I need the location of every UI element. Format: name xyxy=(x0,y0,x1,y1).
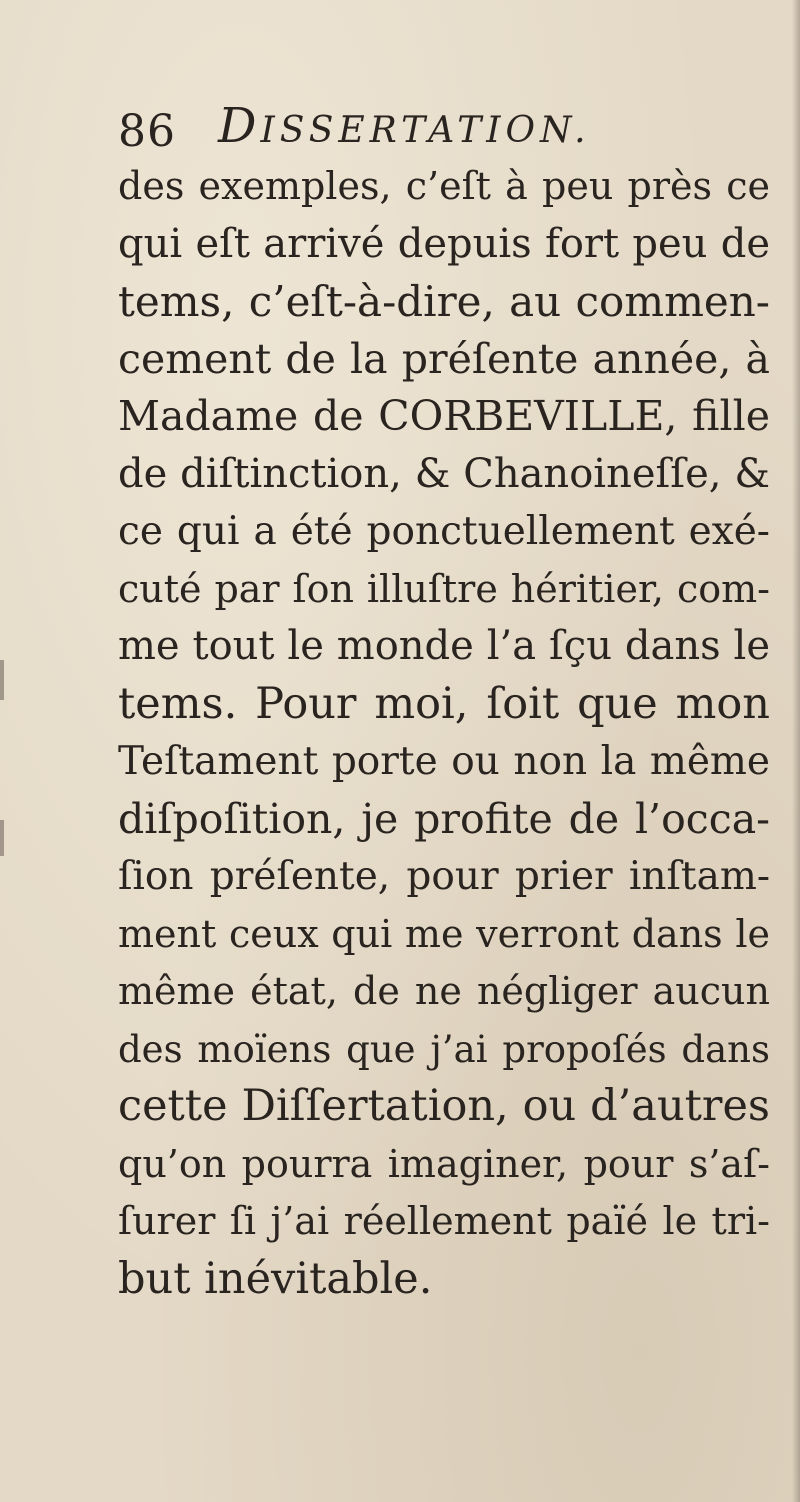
text-line: but inévitable. xyxy=(118,1253,433,1304)
text-line: des exemples, c’eſt à peu près ce xyxy=(118,164,770,208)
text-line: ce qui a été ponctuellement exé- xyxy=(118,509,770,554)
text-line: cement de la préſente année, à xyxy=(118,334,770,383)
text-line: tems, c’eſt-à-dire, au commen- xyxy=(118,277,770,326)
running-title-initial: D xyxy=(218,98,261,154)
running-title-rest: ISSERTATION. xyxy=(260,110,591,151)
text-line: qu’on pourra imaginer, pour s’aſ- xyxy=(118,1141,770,1186)
margin-mark xyxy=(0,660,4,700)
margin-mark xyxy=(0,820,4,856)
text-line: diſpoſition, je profite de l’occa- xyxy=(118,794,770,843)
page-number: 86 xyxy=(118,106,176,157)
text-line: tems. Pour moi, ſoit que mon xyxy=(118,678,770,729)
text-line: qui eſt arrivé depuis fort peu de xyxy=(118,220,770,267)
text-line: ſurer ſi j’ai réellement païé le tri- xyxy=(118,1199,770,1243)
running-header xyxy=(118,92,758,162)
running-title xyxy=(218,98,591,154)
page-edge-shadow xyxy=(792,0,800,1502)
text-line: ment ceux qui me verront dans le xyxy=(118,911,770,956)
text-line: même état, de ne négliger aucun xyxy=(118,969,770,1013)
text-line: cette Diſſertation, ou d’autres xyxy=(118,1081,770,1131)
text-line: ſion préſente, pour prier inſtam- xyxy=(118,854,770,899)
text-line: de diſtinction, & Chanoineſſe, & xyxy=(118,450,770,497)
text-line: me tout le monde l’a ſçu dans le xyxy=(118,623,770,669)
text-line: des moïens que j’ai propoſés dans xyxy=(118,1027,770,1071)
body-text xyxy=(118,158,778,1308)
text-line: Madame de CORBEVILLE, fille xyxy=(118,392,770,440)
text-line: Teſtament porte ou non la même xyxy=(118,739,770,784)
text-line: cuté par ſon illuſtre héritier, com- xyxy=(118,566,770,611)
